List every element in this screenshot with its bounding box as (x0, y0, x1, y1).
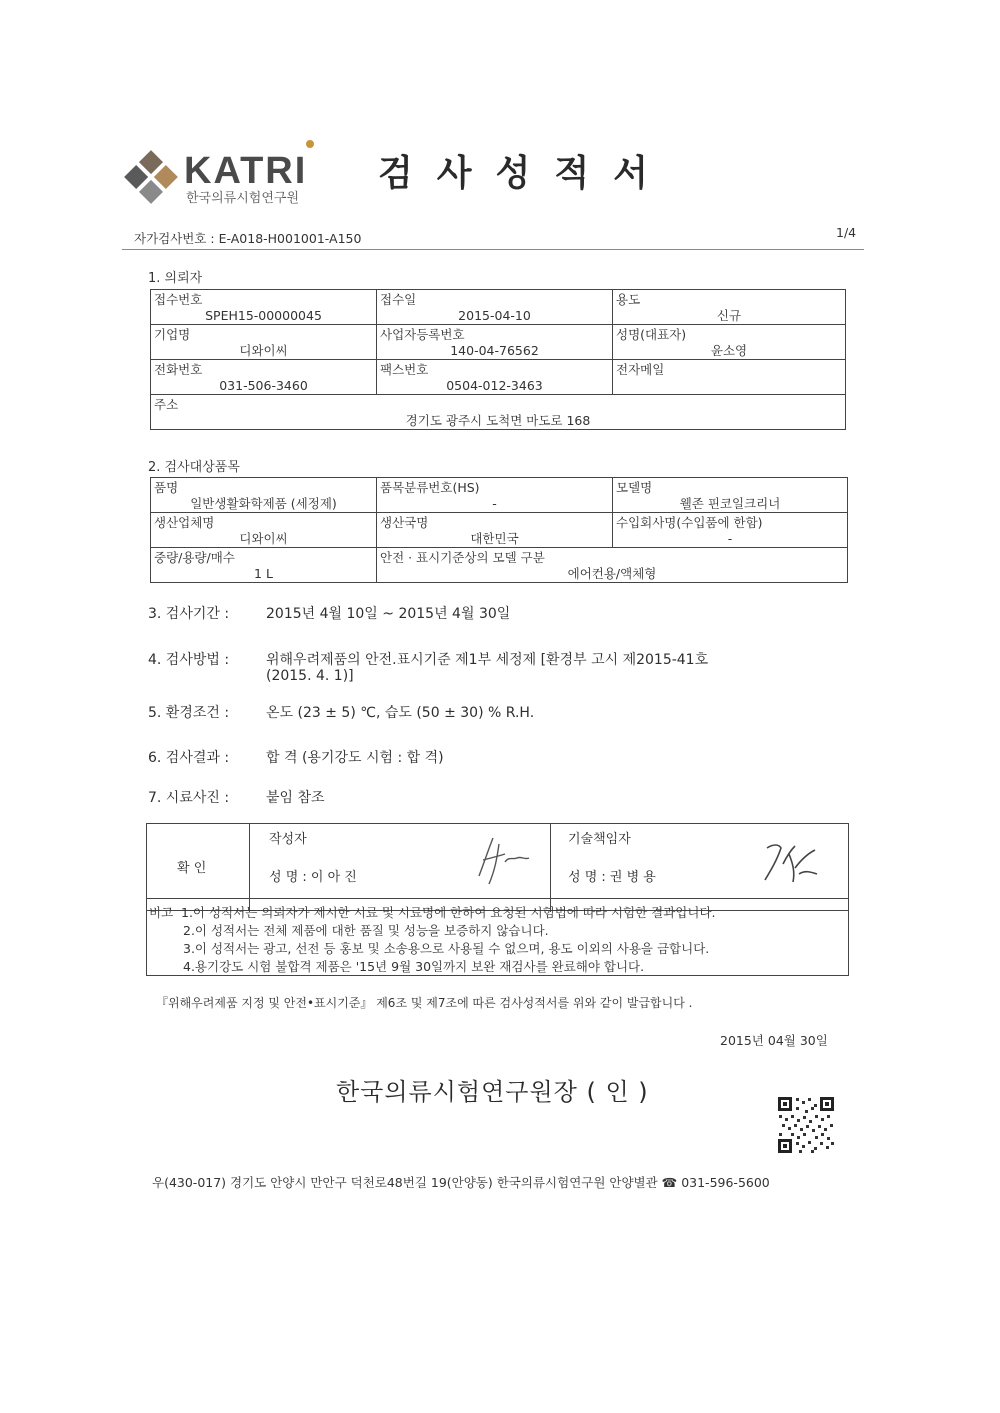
inspection-method: 4. 검사방법 : 위해우려제품의 안전.표시기준 제1부 세정제 [환경부 고시 제2015-41호 (148, 652, 709, 668)
writer-name: 성 명 : 이 아 진 (269, 870, 357, 885)
inspection-period: 3. 검사기간 : 2015년 4월 10일 ~ 2015년 4월 30일 (148, 606, 511, 622)
hs-code-cell: 품목분류번호(HS) - (377, 478, 613, 513)
note-2: 2.이 성적서는 전체 제품에 대한 품질 및 성능을 보증하지 않습니다. (183, 923, 549, 938)
receipt-no-cell: 접수번호 SPEH15-00000045 (151, 290, 377, 325)
institute-address: 우(430-017) 경기도 안양시 만안구 덕천로48번길 19(안양동) 한국의류시험연구원 안양별관 ☎ 031-596-5600 (152, 1175, 770, 1190)
address-cell: 주소 경기도 광주시 도척면 마도로 168 (151, 395, 846, 430)
notes-label: 비고 (149, 905, 174, 920)
biz-reg-cell: 사업자등록번호 140-04-76562 (377, 325, 613, 360)
importer-cell: 수입회사명(수입품에 한함) - (613, 513, 848, 548)
issuance-statement: 『위해우려제품 지정 및 안전•표시기준』 제6조 및 제7조에 따른 검사성적서를 위와 같이 발급합니다 . (156, 996, 693, 1010)
environment-conditions: 5. 환경조건 : 온도 (23 ± 5) ℃, 습도 (50 ± 30) % R.H. (148, 705, 535, 721)
receipt-date-cell: 접수일 2015-04-10 (377, 290, 613, 325)
company-cell: 기업명 디와이씨 (151, 325, 377, 360)
issue-date: 2015년 04월 30일 (720, 1033, 828, 1048)
section-requester-heading: 1. 의뢰자 (148, 271, 203, 286)
inspection-method-cont: (2015. 4. 1)] (266, 668, 354, 684)
requester-table (150, 289, 846, 430)
katri-logo-icon (122, 148, 180, 206)
model-name-cell: 모델명 웰존 핀코일크리너 (613, 478, 848, 513)
usage-cell: 용도 신규 (613, 290, 846, 325)
katri-logo-text: KATRI (184, 150, 308, 192)
fax-cell: 팩스번호 0504-012-3463 (377, 360, 613, 395)
notes-box (146, 898, 849, 976)
maker-cell: 생산업체명 디와이씨 (151, 513, 377, 548)
writer-label: 작성자 (269, 832, 307, 847)
issuer-name: 한국의류시험연구원장 ( 인 ) (336, 1078, 649, 1106)
product-table (150, 477, 848, 583)
confirm-label: 확 인 (177, 861, 207, 876)
sample-photo: 7. 시료사진 : 붙임 참조 (148, 790, 325, 806)
weight-cell: 중량/용량/매수 1 L (151, 548, 377, 583)
qr-code-icon (776, 1095, 836, 1155)
origin-cell: 생산국명 대한민국 (377, 513, 613, 548)
tech-manager-label: 기술책임자 (568, 832, 631, 847)
product-name-cell: 품명 일반생활화학제품 (세정제) (151, 478, 377, 513)
note-4: 4.용기강도 시험 불합격 제품은 '15년 9월 30일까지 보완 재검사를 완료해야 합니다. (183, 959, 645, 974)
page-title: 검사성적서 (378, 152, 672, 194)
model-class-cell: 안전 · 표시기준상의 모델 구분 에어컨용/액체형 (377, 548, 848, 583)
tech-signature-icon (759, 834, 819, 888)
note-3: 3.이 성적서는 광고, 선전 등 홍보 및 소송용으로 사용될 수 없으며, 용도 이외의 사용을 금합니다. (183, 941, 710, 956)
note-1: 1.이 성적서는 의뢰자가 제시한 시료 및 시료명에 한하여 요청된 시험법에 따라 시험한 결과입니다. (181, 905, 716, 920)
page-indicator: 1/4 (836, 225, 857, 240)
header-divider (122, 249, 864, 250)
phone-cell: 전화번호 031-506-3460 (151, 360, 377, 395)
section-product-heading: 2. 검사대상품목 (148, 460, 240, 475)
email-cell: 전자메일 (613, 360, 846, 395)
tech-manager-name: 성 명 : 권 병 용 (568, 870, 656, 885)
writer-signature-icon (465, 830, 535, 888)
logo-accent-icon (306, 140, 314, 148)
document-number: 자가검사번호 : E-A018-H001001-A150 (134, 231, 362, 246)
logo-subtitle: 한국의류시험연구원 (186, 191, 300, 206)
inspection-result: 6. 검사결과 : 합 격 (용기강도 시험 : 합 격) (148, 750, 444, 766)
ceo-cell: 성명(대표자) 윤소영 (613, 325, 846, 360)
